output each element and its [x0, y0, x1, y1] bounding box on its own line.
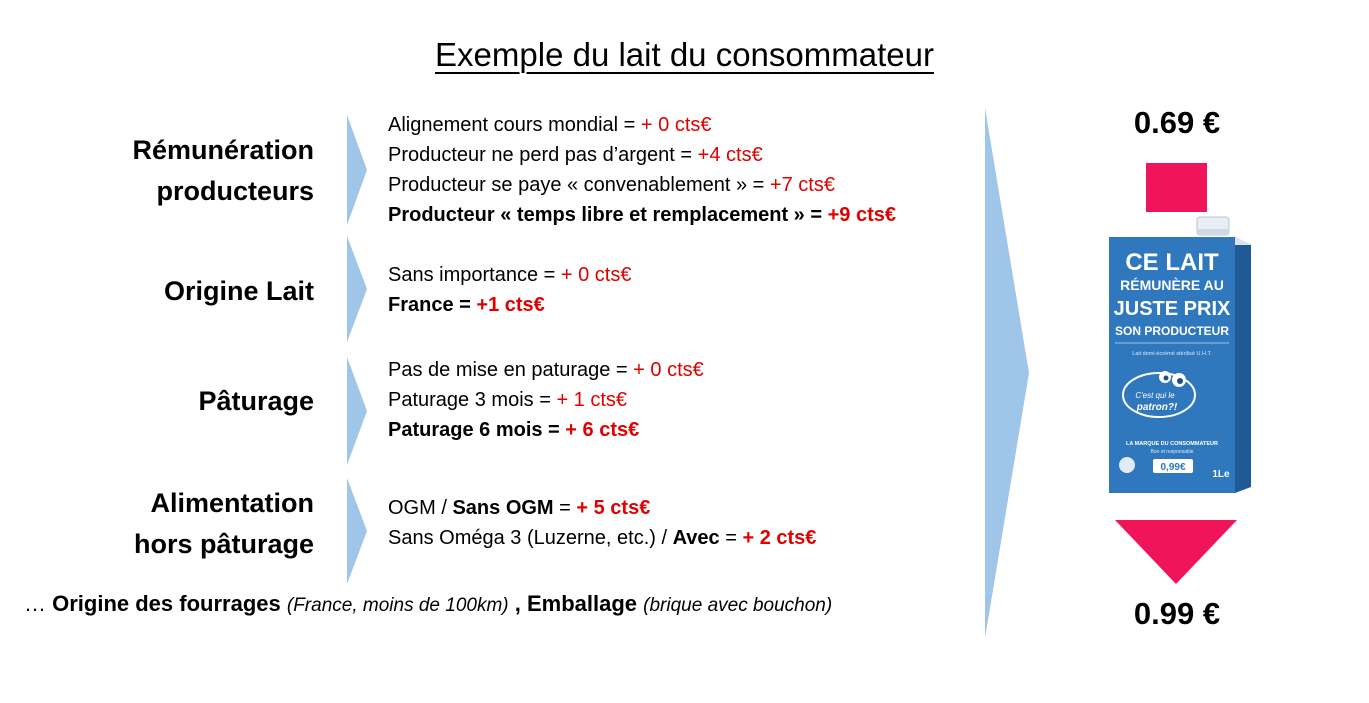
carton-text: JUSTE PRIX — [1113, 298, 1231, 320]
carton-text: LA MARQUE DU CONSOMMATEUR — [1126, 441, 1218, 447]
page-title: Exemple du lait du consommateur — [435, 36, 934, 73]
remuneration-line: Alignement cours mondial = + 0 cts€ — [388, 114, 712, 136]
carton-text: Bon et responsable — [1150, 449, 1194, 455]
carton-text: 0,99€ — [1160, 462, 1186, 473]
remuneration-line: Producteur « temps libre et remplacement » = +9 cts€ — [388, 204, 896, 226]
price-start: 0.69 € — [1133, 105, 1221, 140]
category-origine: Origine Lait — [163, 276, 314, 306]
category-remuneration: Rémunération producteurs — [132, 135, 314, 206]
carton-text: patron?! — [1136, 402, 1178, 413]
price-end: 0.99 € — [1133, 596, 1221, 631]
paturage-lines — [388, 355, 704, 445]
big-chevron — [985, 108, 1029, 638]
carton-text: C'est qui le — [1135, 391, 1175, 400]
arrow-stem — [1146, 163, 1207, 212]
carton-text: CE LAIT — [1125, 249, 1219, 276]
alimentation-line: Sans Oméga 3 (Luzerne, etc.) / Avec = + 2 cts€ — [388, 527, 817, 549]
carton-text: Lait demi-écrémé stérilisé U.H.T. — [1132, 351, 1212, 357]
alimentation-line: OGM / Sans OGM = + 5 cts€ — [388, 497, 651, 519]
chevron-origine — [347, 236, 367, 342]
carton-text: RÉMUNÈRE AU — [1120, 277, 1224, 293]
remuneration-line: Producteur se paye « convenablement » = +7 cts€ — [388, 174, 835, 196]
arrow-down-icon — [1115, 520, 1237, 584]
remuneration-lines — [388, 110, 896, 230]
origine-lines — [388, 260, 631, 320]
remuneration-line: Producteur ne perd pas d’argent = +4 cts€ — [388, 144, 763, 166]
paturage-line: Paturage 3 mois = + 1 cts€ — [388, 389, 628, 411]
origine-line: Sans importance = + 0 cts€ — [388, 264, 632, 286]
alimentation-lines — [388, 493, 816, 553]
milk-carton-image — [1103, 215, 1253, 505]
paturage-line: Pas de mise en paturage = + 0 cts€ — [388, 359, 704, 381]
category-paturage: Pâturage — [198, 386, 314, 416]
chevron-remuneration — [347, 115, 367, 225]
paturage-line: Paturage 6 mois = + 6 cts€ — [388, 419, 640, 441]
category-alimentation: Alimentation hors pâturage — [133, 488, 314, 559]
origine-line: France = +1 cts€ — [388, 294, 545, 316]
carton-text: 1Le — [1212, 469, 1230, 480]
footer-note: … Origine des fourrages (France, moins de 100km) , Emballage (brique avec bouchon) — [24, 591, 833, 616]
chevron-paturage — [347, 357, 367, 465]
carton-text: SON PRODUCTEUR — [1114, 324, 1230, 338]
chevron-alimentation — [347, 478, 367, 584]
